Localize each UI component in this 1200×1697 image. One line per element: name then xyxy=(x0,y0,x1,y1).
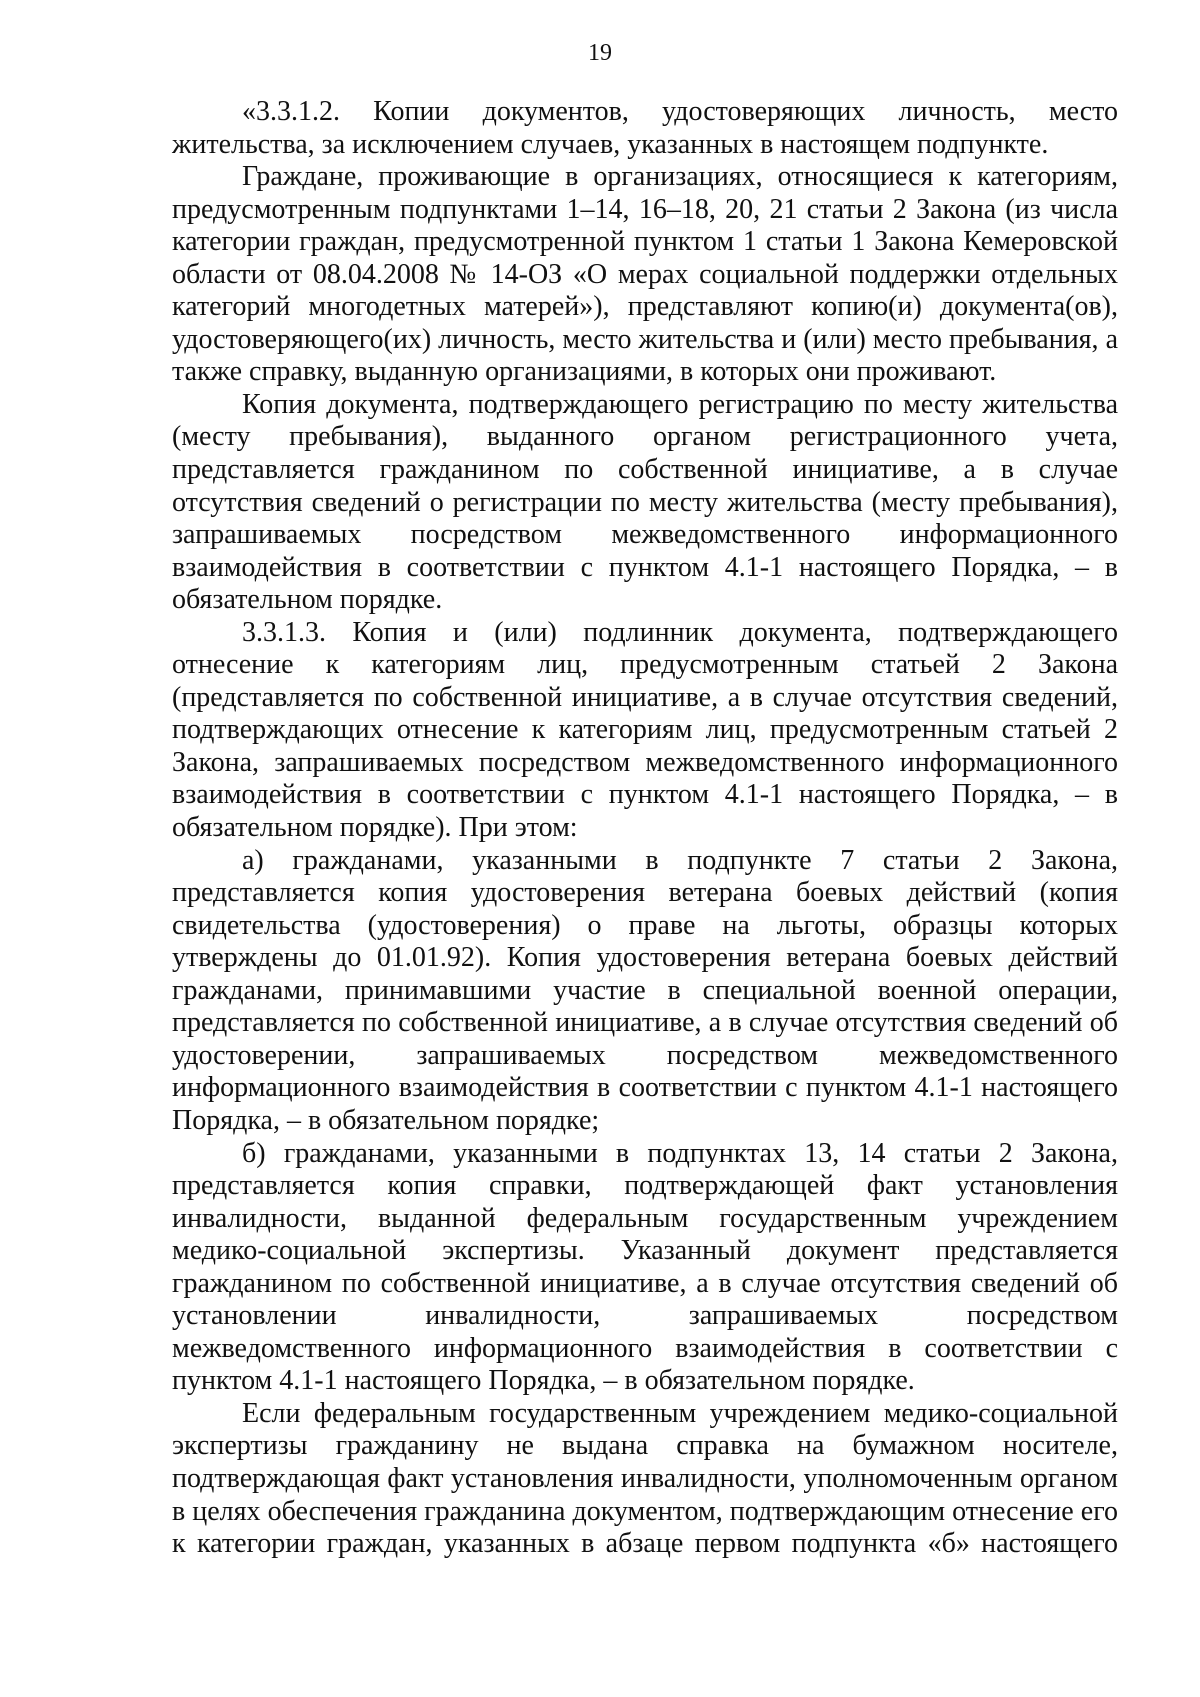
paragraph-disability-certificate: Если федеральным государственным учреждением медико-социальной экспертизы гражданину не выдана справка на бумажном носителе, подтверждающая факт установления инвалидности, уполномоченным органом в целях обеспечения гражданина документом, подтверждающим отнесение его к категории граждан, указанных в абзаце первом подпункта «б» настоящего xyxy=(172,1397,1118,1560)
paragraph-registration-copy: Копия документа, подтверждающего регистрацию по месту жительства (месту пребывания), выданного органом регистрационного учета, представляется гражданином по собственной инициативе, а в случае отсутствия сведений о регистрации по месту жительства (месту пребывания), запрашиваемых посредством межведомственного информационного взаимодействия в соответствии с пунктом 4.1-1 настоящего Порядка, – в обязательном порядке. xyxy=(172,388,1118,616)
paragraph-item-b: б) гражданами, указанными в подпунктах 13, 14 статьи 2 Закона, представляется копия справки, подтверждающей факт установления инвалидности, выданной федеральным государственным учреждением медико-социальной экспертизы. Указанный документ представляется гражданином по собственной инициативе, а в случае отсутствия сведений об установлении инвалидности, запрашиваемых посредством межведомственного информационного взаимодействия в соответствии с пунктом 4.1-1 настоящего Порядка, – в обязательном порядке. xyxy=(172,1137,1118,1397)
document-body xyxy=(172,96,1118,1561)
paragraph-3-3-1-2: «3.3.1.2. Копии документов, удостоверяющих личность, место жительства, за исключением случаев, указанных в настоящем подпункте. xyxy=(172,96,1118,160)
paragraph-residents-of-organizations: Граждане, проживающие в организациях, относящиеся к категориям, предусмотренным подпунктами 1–14, 16–18, 20, 21 статьи 2 Закона (из числа категории граждан, предусмотренной пунктом 1 статьи 1 Закона Кемеровской области от 08.04.2008 № 14-ОЗ «О мерах социальной поддержки отдельных категорий многодетных матерей»), представляют копию(и) документа(ов), удостоверяющего(их) личность, место жительства и (или) место пребывания, а также справку, выданную организациями, в которых они проживают. xyxy=(172,161,1118,388)
page-number: 19 xyxy=(588,40,612,66)
paragraph-3-3-1-3: 3.3.1.3. Копия и (или) подлинник документа, подтверждающего отнесение к категориям лиц, предусмотренным статьей 2 Закона (представляется по собственной инициативе, а в случае отсутствия сведений, подтверждающих отнесение к категориям лиц, предусмотренным статьей 2 Закона, запрашиваемых посредством межведомственного информационного взаимодействия в соответствии с пунктом 4.1-1 настоящего Порядка, – в обязательном порядке). При этом: xyxy=(172,616,1118,844)
paragraph-item-a: а) гражданами, указанными в подпункте 7 статьи 2 Закона, представляется копия удостоверения ветерана боевых действий (копия свидетельства (удостоверения) о праве на льготы, образцы которых утверждены до 01.01.92). Копия удостоверения ветерана боевых действий гражданами, принимавшими участие в специальной военной операции, представляется по собственной инициативе, а в случае отсутствия сведений об удостоверении, запрашиваемых посредством межведомственного информационного взаимодействия в соответствии с пунктом 4.1-1 настоящего Порядка, – в обязательном порядке; xyxy=(172,844,1118,1136)
